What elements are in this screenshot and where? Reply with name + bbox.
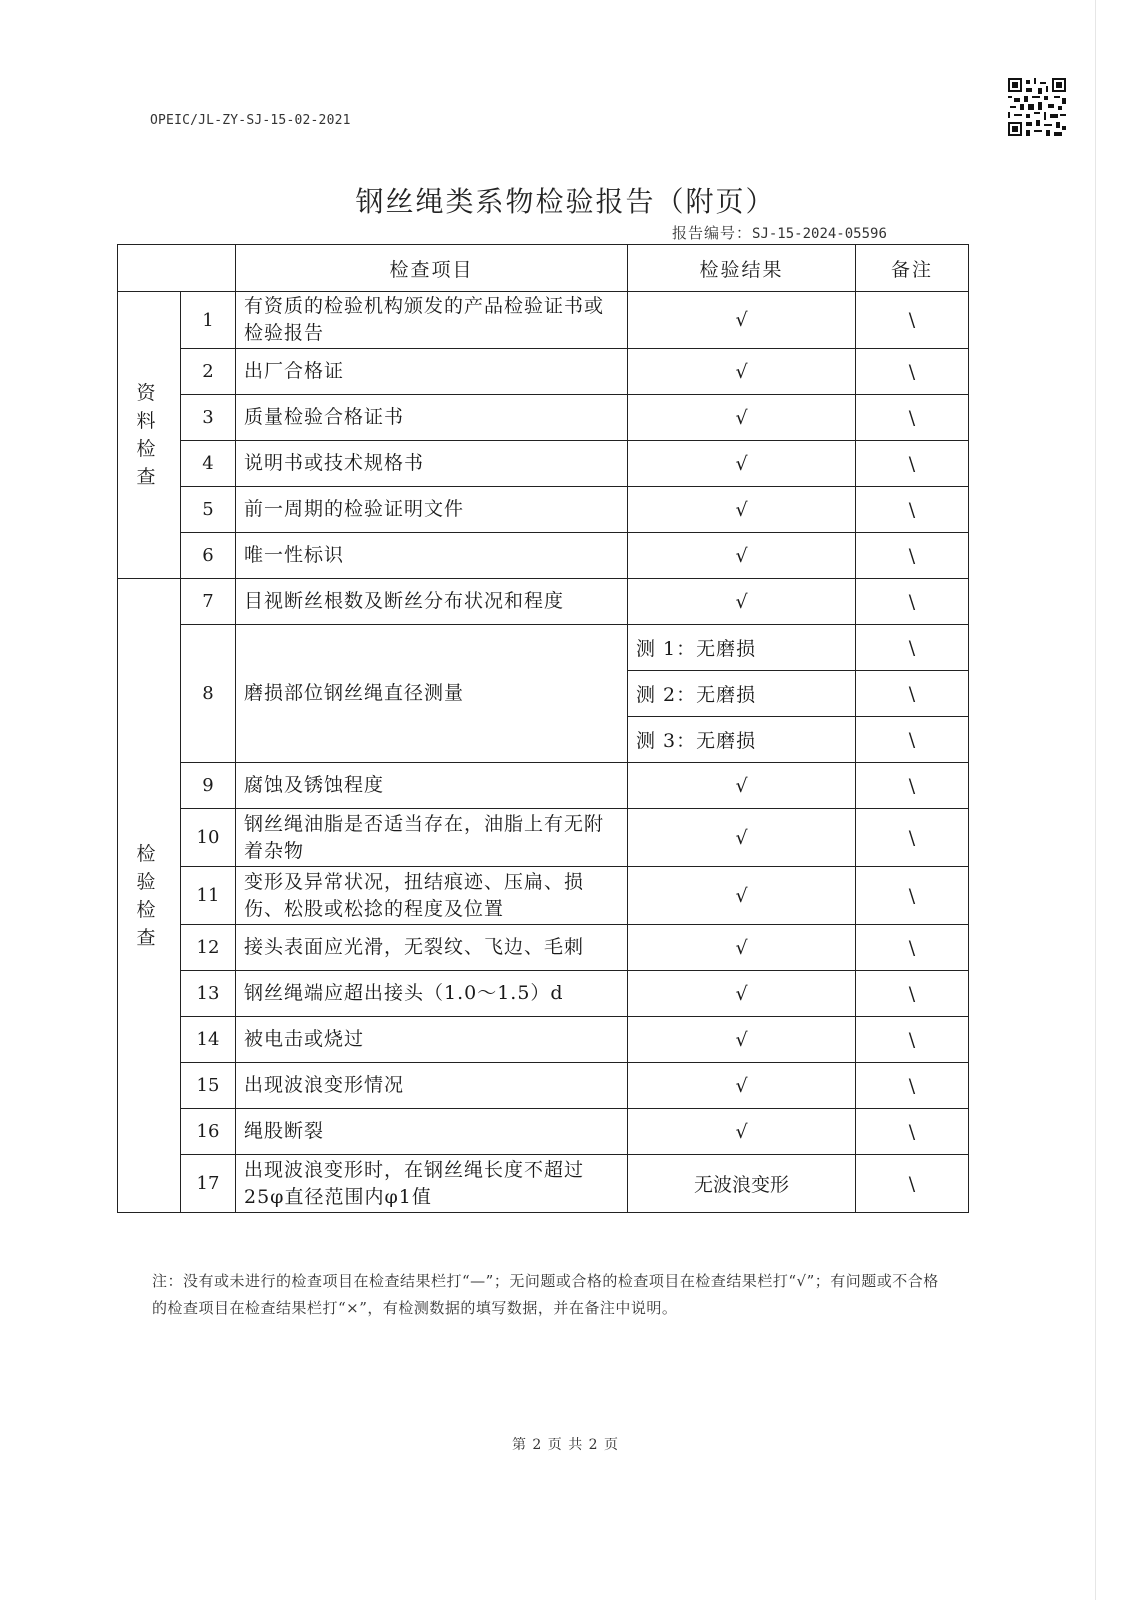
row-result: √ [628, 292, 856, 349]
row-remark: \ [856, 395, 969, 441]
category-inspection: 检验检查 [118, 579, 181, 1213]
row-number: 13 [181, 971, 236, 1017]
document-code: OPEIC/JL-ZY-SJ-15-02-2021 [150, 113, 351, 128]
category-docs: 资料检查 [118, 292, 181, 579]
row-result: √ [628, 533, 856, 579]
row-number: 15 [181, 1063, 236, 1109]
row-result: √ [628, 925, 856, 971]
row-result: √ [628, 487, 856, 533]
row-remark: \ [856, 1155, 969, 1213]
row-number: 14 [181, 1017, 236, 1063]
row-number: 9 [181, 763, 236, 809]
row-item: 说明书或技术规格书 [236, 441, 628, 487]
row-remark: \ [856, 349, 969, 395]
header-blank-cell [118, 245, 236, 292]
row-remark: \ [856, 1017, 969, 1063]
row-item: 钢丝绳油脂是否适当存在，油脂上有无附着杂物 [236, 809, 628, 867]
table-row [118, 1063, 969, 1109]
row-result: 测 1：无磨损 [628, 625, 856, 671]
qr-code-icon [1008, 78, 1066, 136]
report-number-label: 报告编号： [672, 224, 753, 242]
row-result: √ [628, 971, 856, 1017]
page-edge-line [1095, 0, 1096, 1600]
row-result: √ [628, 1063, 856, 1109]
row-item: 绳股断裂 [236, 1109, 628, 1155]
row-remark: \ [856, 292, 969, 349]
row-result: √ [628, 763, 856, 809]
row-result: 测 2：无磨损 [628, 671, 856, 717]
row-item: 前一周期的检验证明文件 [236, 487, 628, 533]
inspection-table [117, 244, 969, 1213]
table-row [118, 395, 969, 441]
row-remark: \ [856, 671, 969, 717]
table-row [118, 441, 969, 487]
row-item: 被电击或烧过 [236, 1017, 628, 1063]
table-row [118, 292, 969, 349]
report-number [672, 222, 887, 243]
row-remark: \ [856, 1109, 969, 1155]
row-result: √ [628, 1017, 856, 1063]
table-row [118, 487, 969, 533]
row-number: 5 [181, 487, 236, 533]
row-result: √ [628, 579, 856, 625]
row-remark: \ [856, 441, 969, 487]
row-number: 3 [181, 395, 236, 441]
row-result: √ [628, 349, 856, 395]
row-item: 唯一性标识 [236, 533, 628, 579]
row-item: 出现波浪变形情况 [236, 1063, 628, 1109]
row-remark: \ [856, 487, 969, 533]
row-result: √ [628, 809, 856, 867]
row-number: 10 [181, 809, 236, 867]
row-number: 16 [181, 1109, 236, 1155]
table-row [118, 763, 969, 809]
row-remark: \ [856, 579, 969, 625]
row-number: 6 [181, 533, 236, 579]
table-row [118, 1017, 969, 1063]
row-remark: \ [856, 625, 969, 671]
row-item: 变形及异常状况，扭结痕迹、压扁、损伤、松股或松捻的程度及位置 [236, 867, 628, 925]
row-number: 11 [181, 867, 236, 925]
row-number: 12 [181, 925, 236, 971]
header-remark: 备注 [856, 245, 969, 292]
table-note: 注：没有或未进行的检查项目在检查结果栏打“—”；无问题或合格的检查项目在检查结果栏打“√”；有问题或不合格的检查项目在检查结果栏打“×”，有检测数据的填写数据，并在备注中说明。 [152, 1272, 939, 1317]
table-header-row [118, 245, 969, 292]
row-item: 腐蚀及锈蚀程度 [236, 763, 628, 809]
report-title: 钢丝绳类系物检验报告（附页） [355, 185, 776, 218]
row-number: 4 [181, 441, 236, 487]
row-remark: \ [856, 763, 969, 809]
row-result: 无波浪变形 [628, 1155, 856, 1213]
row-remark: \ [856, 809, 969, 867]
row-number: 17 [181, 1155, 236, 1213]
table-row [118, 809, 969, 867]
table-row [118, 867, 969, 925]
row-item: 有资质的检验机构颁发的产品检验证书或检验报告 [236, 292, 628, 349]
table-row [118, 533, 969, 579]
row-item: 钢丝绳端应超出接头（1.0～1.5）d [236, 971, 628, 1017]
row-number: 1 [181, 292, 236, 349]
row-number: 8 [181, 625, 236, 763]
table-row [118, 971, 969, 1017]
report-number-value: SJ-15-2024-05596 [752, 226, 887, 242]
row-result: 测 3：无磨损 [628, 717, 856, 763]
table-row [118, 625, 969, 671]
row-result: √ [628, 441, 856, 487]
row-number: 7 [181, 579, 236, 625]
row-remark: \ [856, 717, 969, 763]
row-remark: \ [856, 533, 969, 579]
header-result: 检验结果 [628, 245, 856, 292]
row-remark: \ [856, 1063, 969, 1109]
row-item: 出现波浪变形时，在钢丝绳长度不超过25φ直径范围内φ1值 [236, 1155, 628, 1213]
row-result: √ [628, 867, 856, 925]
row-item: 出厂合格证 [236, 349, 628, 395]
table-row [118, 925, 969, 971]
row-result: √ [628, 1109, 856, 1155]
table-row [118, 1109, 969, 1155]
row-item: 接头表面应光滑，无裂纹、飞边、毛刺 [236, 925, 628, 971]
table-row [118, 579, 969, 625]
row-number: 2 [181, 349, 236, 395]
table-row [118, 349, 969, 395]
page-footer: 第 2 页 共 2 页 [511, 1437, 620, 1453]
table-row [118, 1155, 969, 1213]
row-item: 磨损部位钢丝绳直径测量 [236, 625, 628, 763]
row-item: 质量检验合格证书 [236, 395, 628, 441]
row-item: 目视断丝根数及断丝分布状况和程度 [236, 579, 628, 625]
row-remark: \ [856, 971, 969, 1017]
row-remark: \ [856, 925, 969, 971]
row-remark: \ [856, 867, 969, 925]
header-item: 检查项目 [236, 245, 628, 292]
row-result: √ [628, 395, 856, 441]
